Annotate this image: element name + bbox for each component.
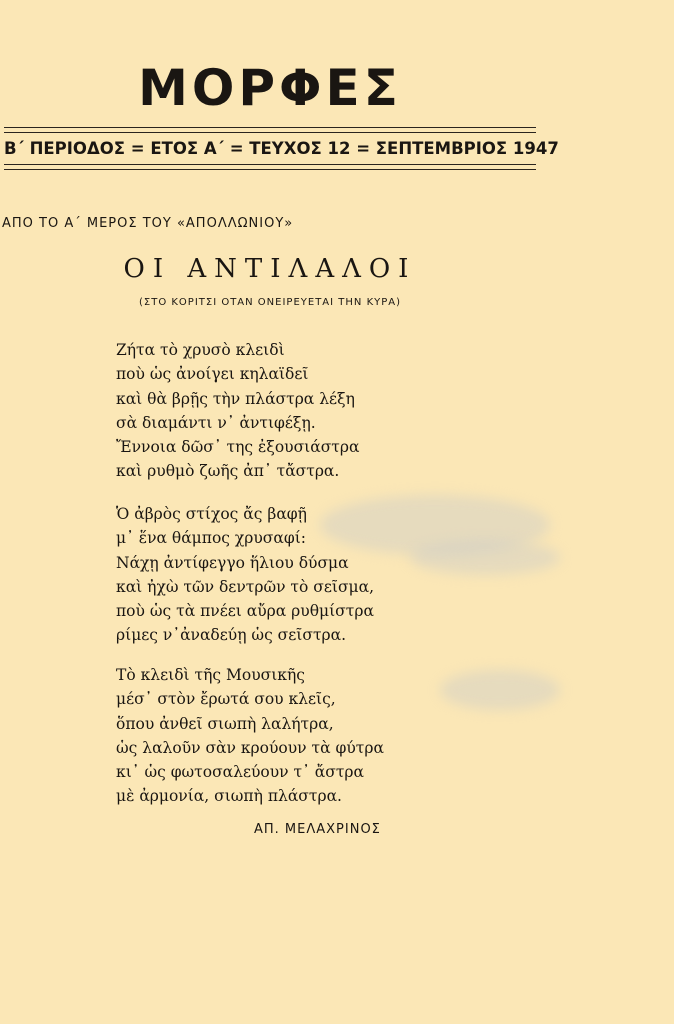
double-rule-top bbox=[4, 132, 536, 133]
stanza-1 bbox=[116, 338, 359, 484]
stanza-2 bbox=[116, 502, 374, 648]
poem-line: Ζήτα τὸ χρυσὸ κλειδὶ bbox=[116, 341, 285, 359]
poem-line: μὲ ἀρμονία, σιωπὴ πλάστρα. bbox=[116, 787, 342, 806]
poem-title: ΟΙ ΑΝΤΙΛΑΛΟΙ bbox=[123, 254, 417, 284]
poem-author: ΑΠ. ΜΕΛΑΧΡΙΝΟΣ bbox=[254, 822, 381, 837]
poem-line: Τὸ κλειδὶ τῆς Μουσικῆς bbox=[116, 666, 305, 684]
poem-line: σὰ διαμάντι ν᾽ ἀντιφέξῃ. bbox=[116, 413, 316, 432]
poem-line: καὶ ρυθμὸ ζωῆς ἀπ᾽ τἄστρα. bbox=[116, 462, 340, 481]
stanza-3 bbox=[116, 663, 384, 809]
poem-line: ὡς λαλοῦν σὰν κρούουν τὰ φύτρα bbox=[116, 738, 384, 757]
poem-source: ΑΠΟ ΤΟ Α΄ ΜΕΡΟΣ ΤΟΥ «ΑΠΟΛΛΩΝΙΟΥ» bbox=[2, 216, 294, 231]
double-rule-top bbox=[4, 127, 536, 128]
poem-subtitle: (ΣΤΟ ΚΟΡΙΤΣΙ ΟΤΑΝ ΟΝΕΙΡΕΥΕΤΑΙ ΤΗΝ ΚΥΡΑ) bbox=[138, 297, 402, 308]
poem-line: ποὺ ὡς τὰ πνέει αὔρα ρυθμίστρα bbox=[116, 602, 374, 621]
poem-line: Ἔννοια δῶσ᾽ της ἐξουσιάστρα bbox=[116, 438, 360, 457]
paper-stain bbox=[410, 540, 560, 575]
double-rule-bottom bbox=[4, 169, 536, 170]
poem-line: καὶ ἠχὼ τῶν δεντρῶν τὸ σεῖσμα, bbox=[116, 577, 374, 596]
poem-line: ποὺ ὡς ἀνοίγει κηλαϊδεῖ bbox=[116, 365, 309, 384]
poem-line: καὶ θὰ βρῇς τὴν πλάστρα λέξη bbox=[116, 389, 355, 408]
poem-line: Νάχῃ ἀντίφεγγο ἥλιου δύσμα bbox=[116, 553, 349, 572]
poem-line: μέσ᾽ στὸν ἔρωτά σου κλεῖς, bbox=[116, 690, 336, 709]
magazine-title: ΜΟΡΦΕΣ bbox=[138, 59, 402, 117]
poem-line: ὅπου ἀνθεῖ σιωπὴ λαλήτρα, bbox=[116, 714, 334, 733]
poem-line: μ᾽ ἕνα θάμπος χρυσαφί: bbox=[116, 529, 307, 548]
poem-line: Ὁ ἀβρὸς στίχος ἄς βαφῇ bbox=[116, 505, 307, 523]
poem-line: κι᾽ ὡς φωτοσαλεύουν τ᾽ ἄστρα bbox=[116, 763, 364, 782]
issue-line: Β΄ ΠΕΡΙΟΔΟΣ = ΕΤΟΣ Α΄ = ΤΕΥΧΟΣ 12 = ΣΕΠΤΕΜΒΡΙΟΣ 1947 bbox=[4, 139, 559, 158]
paper-stain bbox=[440, 670, 560, 710]
poem-line: ρίμες ν᾽ἀναδεύῃ ὡς σεῖστρα. bbox=[116, 626, 347, 645]
double-rule-bottom bbox=[4, 164, 536, 165]
